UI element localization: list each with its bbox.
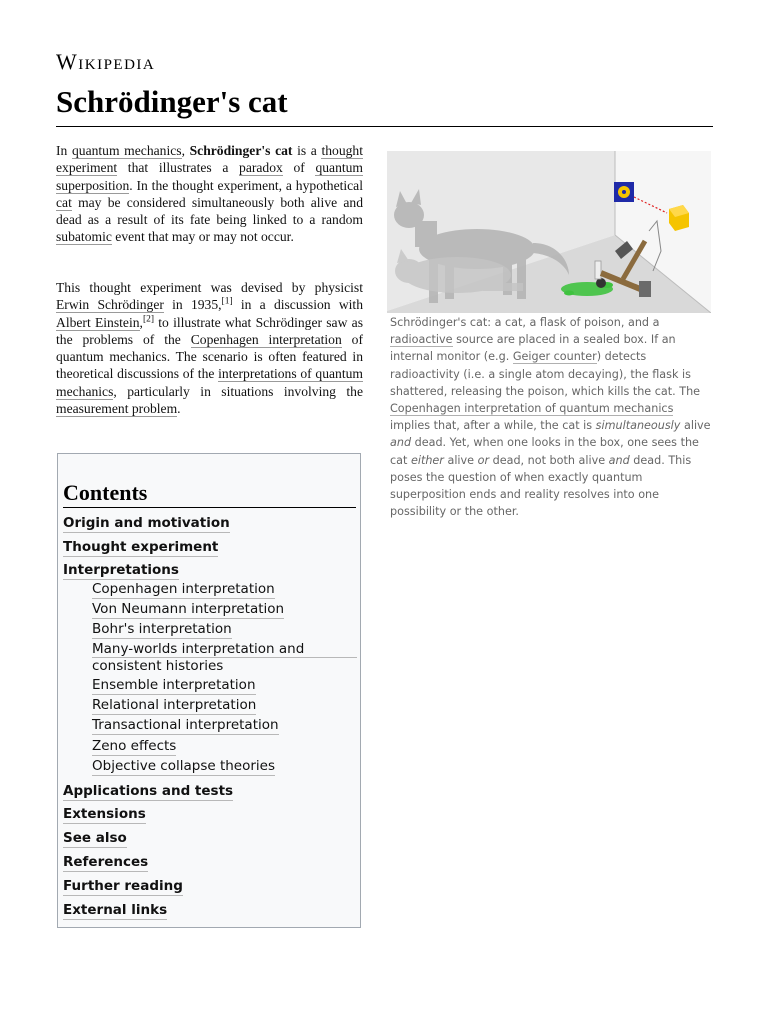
emphasis-text: or: [477, 453, 490, 467]
inline-link[interactable]: Erwin Schrödinger: [56, 297, 164, 313]
toc-item-copenhagen-interpretation[interactable]: Copenhagen interpretation: [92, 581, 275, 597]
bold-term: Schrödinger's cat: [189, 143, 293, 158]
toc-item-extensions[interactable]: Extensions: [63, 806, 146, 822]
toc-item-many-worlds-line2: consistent histories: [92, 658, 224, 674]
inline-link[interactable]: Geiger counter: [512, 350, 597, 364]
inline-link[interactable]: quantum mechanics: [71, 143, 182, 158]
emphasis-text: either: [410, 453, 444, 467]
emphasis-text: simultaneously: [595, 419, 681, 433]
emphasis-text: and: [390, 436, 412, 450]
toc-item-interpretations[interactable]: Interpretations: [63, 562, 179, 578]
emphasis-text: and: [608, 453, 630, 467]
inline-link[interactable]: subatomic: [56, 229, 112, 245]
inline-link[interactable]: Copenhagen interpretation of quantum mechanics: [390, 402, 674, 416]
toc-item-zeno-effects[interactable]: Zeno effects: [92, 738, 177, 754]
toc-title: Contents: [63, 480, 148, 505]
toc-item-transactional-interpretation[interactable]: Transactional interpretation: [92, 717, 279, 733]
toc-item-origin-and-motivation[interactable]: Origin and motivation: [63, 515, 230, 531]
toc-item-further-reading[interactable]: Further reading: [63, 878, 183, 894]
figure-caption: Schrödinger's cat: a cat, a flask of poison, and a radioactive source are placed in a sealed box. If an internal monitor (e.g. Geiger counter) detects radioactivity (i.e. a single atom decaying), the flask is shattered, releasing the poison, which kills the cat. The Copenhagen interpretation of quantum mechanics implies that, after a while, the cat is simultaneously alive and dead. Yet, when one looks in the box, one sees the cat either alive or dead, not both alive and dead. This poses the question of when exactly quantum superposition ends and reality resolves into one possibility or the other.: [390, 316, 711, 519]
citation-link[interactable]: [2]: [142, 314, 155, 325]
inline-link[interactable]: measurement problem: [56, 401, 178, 417]
inline-link[interactable]: Albert Einstein: [56, 314, 140, 330]
page-title: Schrödinger's cat: [56, 84, 288, 119]
toc-item-applications-and-tests[interactable]: Applications and tests: [63, 783, 234, 799]
lead-paragraph-2: This thought experiment was devised by physicist Erwin Schrödinger in 1935,[1] in a discussion with Albert Einstein,[2] to illustrate what Schrödinger saw as the problems of the Copenhagen interpretation of quantum mechanics. The scenario is often featured in theoretical discussions of the interpretations of quantum mechanics, particularly in situations involving the measurement problem.: [56, 280, 363, 417]
toc-item-references[interactable]: References: [63, 854, 149, 870]
inline-link[interactable]: thought experiment: [56, 143, 363, 176]
toc-item-many-worlds-line1: Many-worlds interpretation and: [92, 641, 357, 658]
inline-link[interactable]: cat: [56, 194, 72, 210]
toc-divider: [63, 507, 356, 508]
toc-item-see-also[interactable]: See also: [63, 830, 127, 846]
toc-item-objective-collapse-theories[interactable]: Objective collapse theories: [92, 758, 276, 774]
toc-item-many-worlds-interpretation[interactable]: [92, 641, 357, 675]
toc-item-bohrs-interpretation[interactable]: Bohr's interpretation: [92, 621, 232, 637]
title-divider: [56, 126, 713, 127]
inline-link[interactable]: radioactive: [390, 333, 453, 347]
toc-item-thought-experiment[interactable]: Thought experiment: [63, 539, 219, 555]
wikipedia-logo[interactable]: Wikipedia: [56, 49, 156, 74]
inline-link[interactable]: paradox: [239, 160, 283, 176]
table-of-contents: [57, 453, 361, 928]
toc-item-ensemble-interpretation[interactable]: Ensemble interpretation: [92, 677, 256, 693]
schrodinger-cat-illustration-icon: [387, 151, 711, 313]
toc-item-external-links[interactable]: External links: [63, 902, 168, 918]
article-figure[interactable]: [387, 151, 711, 313]
inline-link[interactable]: interpretations of quantum mechanics: [56, 366, 363, 399]
inline-link[interactable]: quantum superposition: [56, 160, 364, 193]
inline-link[interactable]: Copenhagen interpretation: [190, 331, 342, 347]
toc-item-relational-interpretation[interactable]: Relational interpretation: [92, 697, 257, 713]
citation-link[interactable]: [1]: [221, 296, 233, 307]
toc-item-von-neumann-interpretation[interactable]: Von Neumann interpretation: [92, 601, 285, 617]
lead-paragraph-1: In quantum mechanics, Schrödinger's cat is a thought experiment that illustrates a paradox of quantum superposition. In the thought experiment, a hypothetical cat may be considered simultaneously both alive and dead as a result of its fate being linked to a random subatomic event that may or may not occur.: [56, 143, 364, 245]
